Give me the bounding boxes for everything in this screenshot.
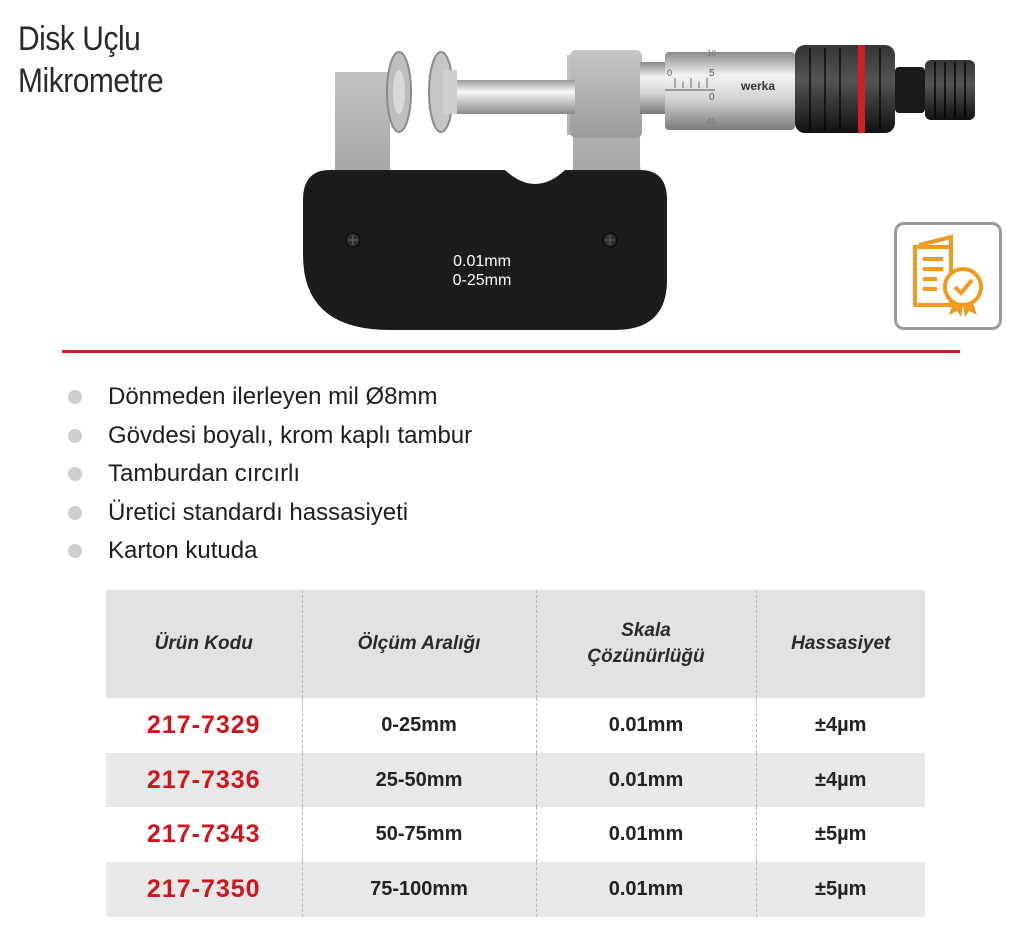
accuracy: ±5µm: [756, 807, 925, 862]
product-code: 217-7343: [106, 807, 302, 862]
scale-mark-5: 5: [709, 68, 715, 79]
header-product-code: Ürün Kodu: [106, 590, 302, 698]
feature-item: [64, 378, 472, 417]
measuring-range: 0-25mm: [302, 698, 536, 753]
certificate-icon: [894, 222, 1002, 330]
measuring-range: 25-50mm: [302, 753, 536, 808]
header-scale-resolution: [536, 590, 756, 698]
feature-text: Tamburdan cırcırlı: [108, 460, 301, 487]
table-row: [106, 807, 925, 862]
feature-item: [64, 532, 472, 571]
scale-mark-45: 45: [707, 117, 716, 126]
feature-item: [64, 455, 472, 494]
feature-list: [64, 378, 472, 571]
feature-item: [64, 417, 472, 456]
accuracy: ±4µm: [756, 753, 925, 808]
title-line-2: Mikrometre: [18, 62, 164, 100]
accuracy: ±5µm: [756, 862, 925, 917]
measuring-range: 50-75mm: [302, 807, 536, 862]
brand-label: werka: [741, 79, 776, 93]
title-line-1: Disk Uçlu: [18, 20, 141, 58]
bullet-icon: [68, 506, 82, 520]
scale-mark-0: 0: [709, 92, 715, 103]
header-accuracy: Hassasiyet: [756, 590, 925, 698]
range-label: 0-25mm: [452, 272, 512, 289]
bullet-icon: [68, 390, 82, 404]
header-scale-resolution-text: Skala Çözünürlüğü: [587, 620, 705, 667]
bullet-icon: [68, 467, 82, 481]
product-code: 217-7329: [106, 698, 302, 753]
accuracy: ±4µm: [756, 698, 925, 753]
table-row: [106, 753, 925, 808]
table-row: [106, 862, 925, 917]
resolution-label: 0.01mm: [453, 253, 511, 270]
feature-text: Dönmeden ilerleyen mil Ø8mm: [108, 383, 438, 410]
feature-text: Gövdesi boyalı, krom kaplı tambur: [108, 421, 473, 449]
measuring-range: 75-100mm: [302, 862, 536, 917]
product-code: 217-7350: [106, 862, 302, 917]
micrometer-image: [295, 40, 985, 340]
bullet-icon: [68, 544, 82, 558]
scale-mark-10: 10: [707, 49, 716, 58]
scale-resolution: 0.01mm: [536, 807, 756, 862]
header-measuring-range: Ölçüm Aralığı: [302, 590, 536, 698]
section-divider: [62, 350, 960, 353]
scale-resolution: 0.01mm: [536, 698, 756, 753]
table-header-row: [106, 590, 925, 698]
spec-table: [106, 590, 925, 917]
bullet-icon: [68, 429, 82, 443]
feature-text: Karton kutuda: [108, 537, 258, 564]
product-code: 217-7336: [106, 753, 302, 808]
feature-item: [64, 494, 472, 533]
feature-text: Üretici standardı hassasiyeti: [108, 498, 409, 526]
scale-resolution: 0.01mm: [536, 862, 756, 917]
sleeve-mark: 0: [667, 68, 673, 78]
scale-resolution: 0.01mm: [536, 753, 756, 808]
page-title: [18, 18, 163, 102]
table-row: [106, 698, 925, 753]
